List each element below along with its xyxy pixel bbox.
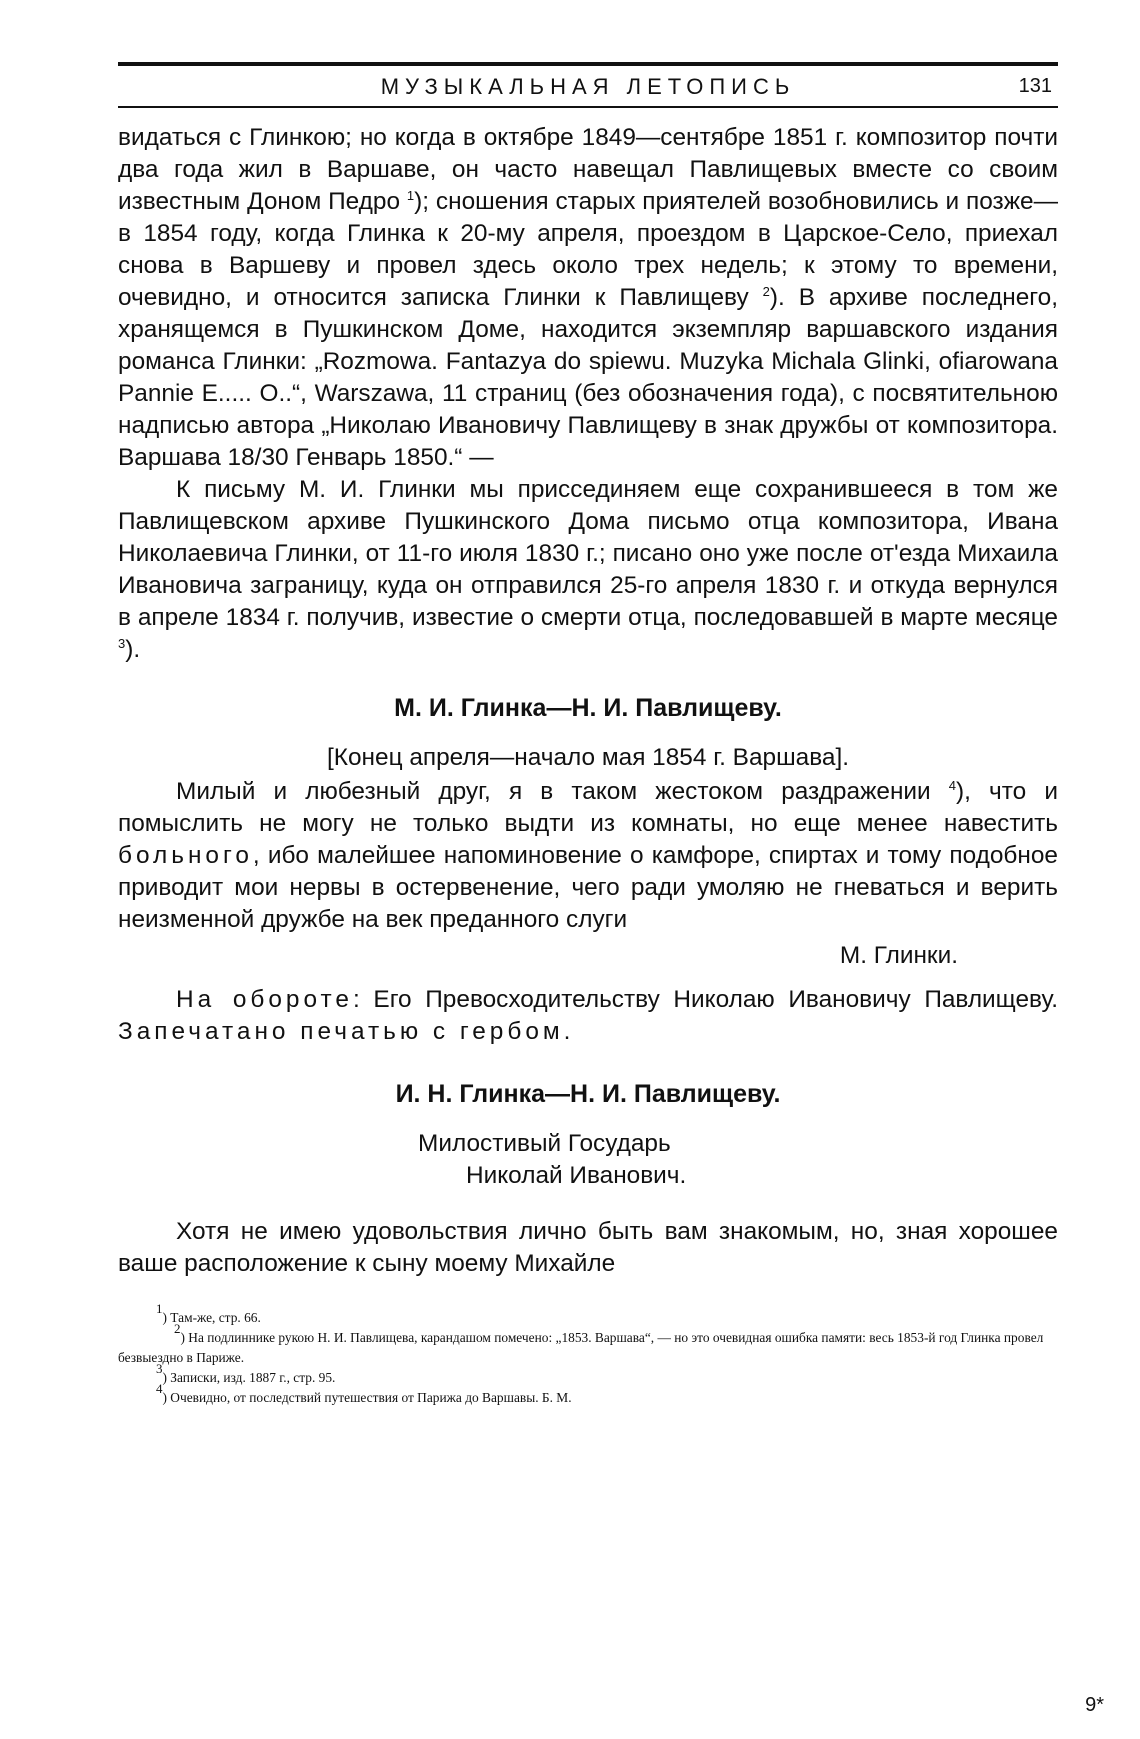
- signature-mark: 9*: [1085, 1694, 1104, 1716]
- footnote-3: $^3$) Записки, изд. 1887 г., стр. 95.: [156, 1361, 336, 1385]
- letter-1-date: [Конец апреля—начало мая 1854 г. Варшава].: [326, 744, 850, 771]
- running-header: [118, 72, 1058, 106]
- letter-1-text: Милый и любезный друг, я в таком жестоком раздражении $^4$), что и помыслить не могу не только выдти из комнаты, но еще менее навестить больного, ибо малейшее напоминовение о камфоре, спиртах и тому подобное приводит мои нервы в остервенение, чего ради умоляю не гневаться и верить неизменной дружбе на век преданного слуги: [118, 778, 1058, 933]
- header-rule-top: [118, 62, 1058, 66]
- page: [118, 62, 1058, 1408]
- letter-1-signature: М. Глинки.: [839, 942, 958, 969]
- intro-paragraph-2: К письму М. И. Глинки мы приссединяем еще сохранившееся в том же Павлищевском архиве Пушкинского Дома письмо отца композитора, Ивана Николаевича Глинки, от 11-го июля 1830 г.; писано оно уже после от'езда Михаила Ивановича заграницу, куда он отправился 25-го апреля 1830 г. и откуда вернулся в апреле 1834 г. получив, известие о смерти отца, последовавшей в марте месяце $^3$).: [118, 476, 1058, 663]
- footnote-ref-4: 4: [948, 778, 957, 793]
- letter-1-heading: М. И. Глинка—Н. И. Павлищеву.: [394, 694, 782, 722]
- footnote-4: $^4$) Очевидно, от последствий путешествия от Парижа до Варшавы. Б. М.: [156, 1381, 572, 1405]
- letter-2-heading: И. Н. Глинка—Н. И. Павлищеву.: [395, 1080, 781, 1108]
- letter-1-verso: На обороте: Его Превосходительству Николаю Ивановичу Павлищеву. Запечатано печатью с гербом.: [118, 986, 1058, 1045]
- footnote-1: $^1$) Там-же, стр. 66.: [156, 1301, 261, 1325]
- footnotes: [118, 1301, 1058, 1408]
- footnote-ref-2: 2: [762, 284, 770, 299]
- sealed-note: Запечатано печатью с гербом.: [118, 1018, 575, 1045]
- body-text: [118, 122, 1058, 1280]
- letter-2-address-line-1: Милостивый Государь: [418, 1130, 671, 1157]
- intro-paragraph-1: видаться с Глинкою; но когда в октябре 1849—сентябре 1851 г. композитор почти два года жил в Варшаве, он часто навещал Павлищевых вместе со своим известным Доном Педро $^1$); сношения старых приятелей возобновились и позже—в 1854 году, когда Глинка к 20-му апреля, проездом в Царское-Село, приехал снова в Варшеву и провел здесь около трех недель; к этому то времени, очевидно, и относится записка Глинки к Павлищеву $^2$). В архиве последнего, хранящемся в Пушкинском Доме, находится экземпляр варшавского издания романса Глинки: „Rozmowa. Fantazya do spiewu. Muzyka Michala Glinki, ofiarowana Pannie E..... O..“, Warszawa, 11 страниц (без обозначения года), с посвятительною надписью автора „Николаю Ивановичу Павлищеву в знак дружбы от композитора. Варшава 18/30 Генварь 1850.“ —: [118, 124, 1058, 471]
- header-rule-bottom: [118, 106, 1058, 108]
- letter-2-address-line-2: Николай Иванович.: [466, 1162, 687, 1189]
- footnote-ref-3: 3: [118, 636, 126, 651]
- footnote-2: $^2$) На подлиннике рукою Н. И. Павлищева, карандашом помечено: „1853. Варшава“, — но это очевидная ошибка памяти: весь 1853-й год Глинка провел безвыездно в Париже.: [118, 1321, 1044, 1365]
- page-number: 131: [1018, 75, 1052, 97]
- verso-label: На обороте: [176, 986, 353, 1013]
- letter-2-text: Хотя не имею удовольствия лично быть вам знакомым, но, зная хорошее ваше расположение к сыну моему Михайле: [118, 1218, 1058, 1277]
- spaced-word: больного: [118, 842, 253, 869]
- running-title: МУЗЫКАЛЬНАЯ ЛЕТОПИСЬ: [380, 74, 796, 99]
- footnote-ref-1: 1: [406, 188, 415, 203]
